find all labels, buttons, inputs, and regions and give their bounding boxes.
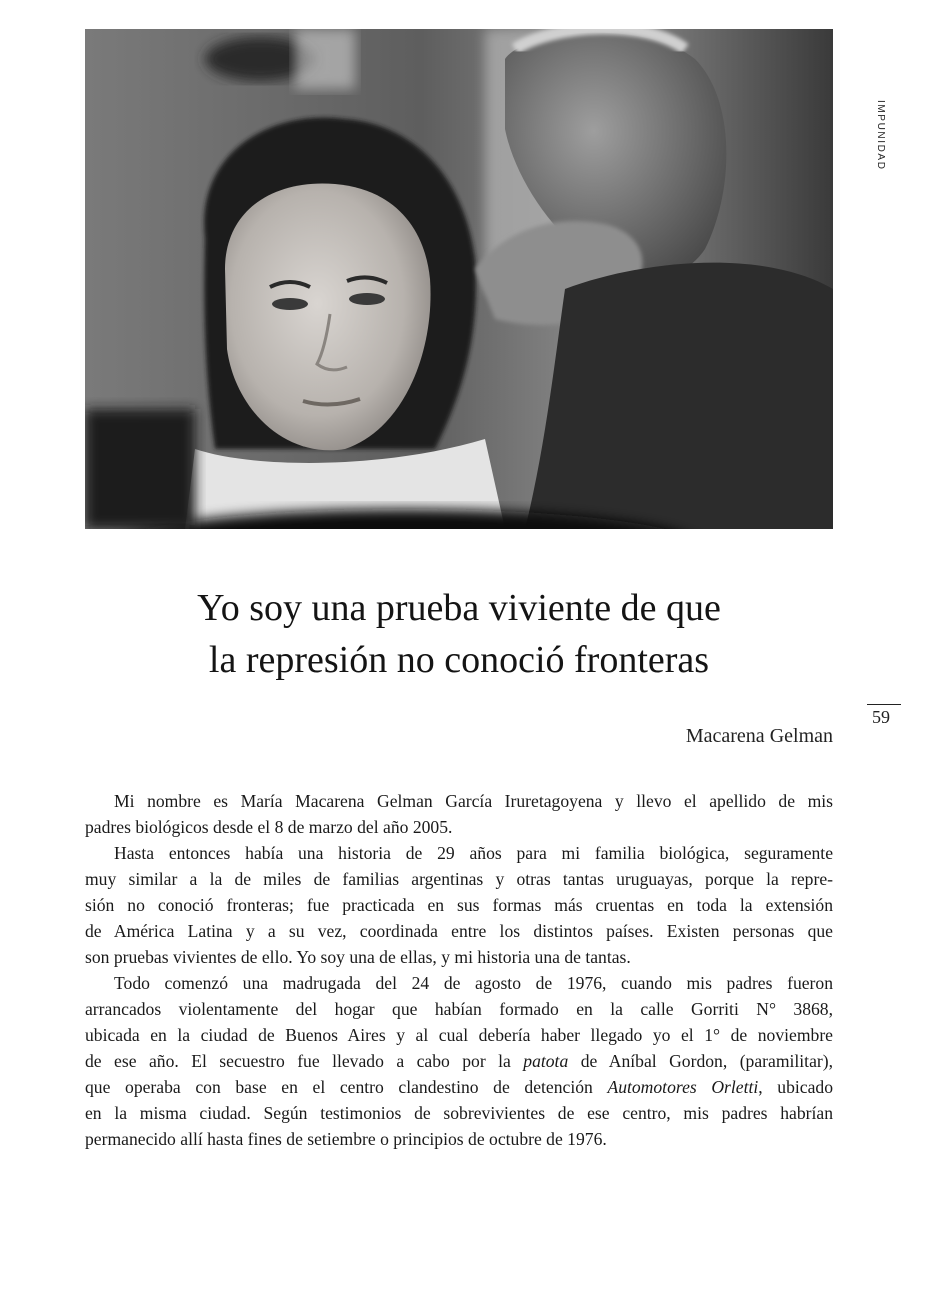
paragraph-3-line-2: arrancados violentamente del hogar que habían formado en la calle Gorriti N° 3868,	[85, 999, 833, 1019]
line-4-text-c: de Aníbal Gordon, (paramilitar),	[568, 1051, 833, 1071]
line-4-text-a: de ese año. El secuestro fue llevado a cabo por la	[85, 1051, 524, 1071]
paragraph-1-line-1: Mi nombre es María Macarena Gelman García Iruretagoyena y llevo el apellido de mis	[114, 791, 833, 811]
paragraph-2-line-3: sión no conoció fronteras; fue practicada en sus formas más cruentas en toda la extensión	[85, 895, 833, 915]
line-5-text-c: , ubicado	[758, 1077, 833, 1097]
author-name: Macarena Gelman	[685, 725, 833, 747]
running-head: IMPUNIDAD	[875, 100, 886, 171]
paragraph-3-line-3: ubicada en la ciudad de Buenos Aires y al cual debería haber llegado yo el 1° de noviembre	[85, 1025, 833, 1045]
page-number: 59	[872, 707, 890, 727]
paragraph-3-line-7: permanecido allí hasta fines de setiembre o principios de octubre de 1976.	[85, 1129, 607, 1149]
page-number-rule	[867, 704, 901, 705]
paragraph-3-line-4	[85, 1048, 833, 1074]
italic-term-patota: patota	[523, 1051, 569, 1071]
paragraph-2-line-4: de América Latina y a su vez, coordinada entre los distintos países. Existen personas que	[85, 921, 833, 941]
paragraph-2-line-2: muy similar a la de miles de familias argentinas y otras tantas uruguayas, porque la repre-	[85, 869, 833, 889]
italic-term-orletti: Automotores Orletti	[607, 1077, 759, 1097]
title-line-2: la represión no conoció fronteras	[208, 639, 710, 681]
paragraph-1-line-2: padres biológicos desde el 8 de marzo del año 2005.	[85, 817, 453, 837]
title-line-1: Yo soy una prueba viviente de que	[197, 587, 721, 629]
paragraph-3-line-1: Todo comenzó una madrugada del 24 de agosto de 1976, cuando mis padres fueron	[114, 973, 833, 993]
paragraph-3-line-5	[85, 1074, 833, 1100]
article-body	[85, 788, 833, 1152]
portrait-photo	[85, 29, 833, 529]
line-5-text-a: que operaba con base en el centro clandestino de detención	[85, 1077, 608, 1097]
photo-icon	[85, 29, 833, 529]
paragraph-2-line-5: son pruebas vivientes de ello. Yo soy una de ellas, y mi historia una de tantas.	[85, 947, 631, 967]
paragraph-3-line-6: en la misma ciudad. Según testimonios de sobrevivientes de ese centro, mis padres habrían	[85, 1103, 833, 1123]
paragraph-2-line-1: Hasta entonces había una historia de 29 años para mi familia biológica, seguramente	[114, 843, 833, 863]
article-title	[85, 582, 833, 686]
